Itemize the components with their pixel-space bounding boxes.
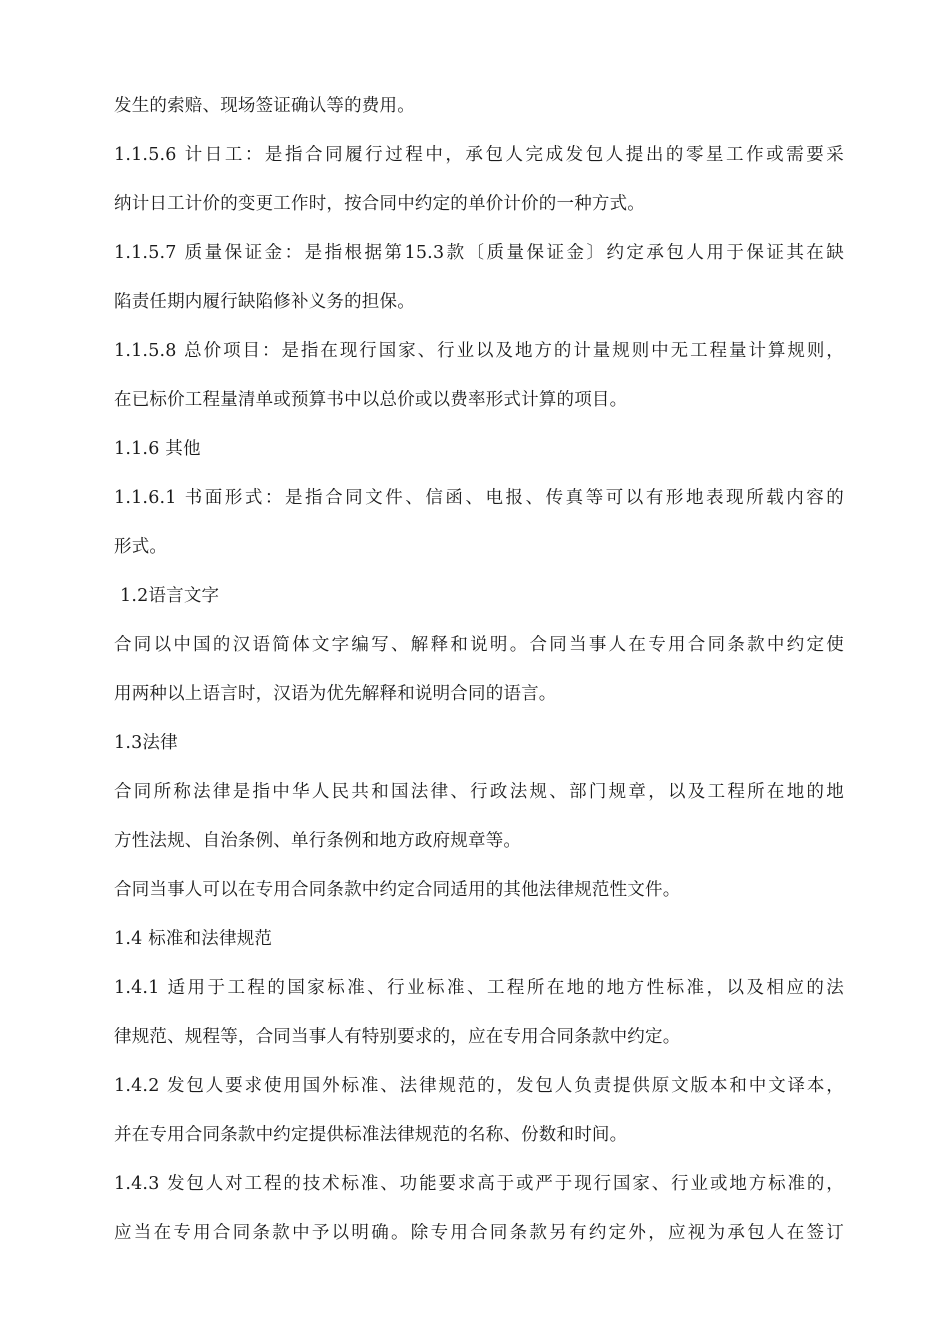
text-line: 并在专用合同条款中约定提供标准法律规范的名称、份数和时间。 — [114, 1125, 628, 1145]
text-line: 纳计日工计价的变更工作时，按合同中约定的单价计价的一种方式。 — [114, 194, 645, 214]
text-line: 合同以中国的汉语简体文字编写、解释和说明。合同当事人在专用合同条款中约定使 — [114, 635, 844, 655]
text-line: 1.4.3 发包人对工程的技术标准、功能要求高于或严于现行国家、行业或地方标准的， — [114, 1174, 844, 1194]
section-heading: 1.1.6 其他 — [114, 439, 201, 459]
text-line: 陷责任期内履行缺陷修补义务的担保。 — [114, 292, 415, 312]
section-heading: 1.3法律 — [114, 733, 178, 753]
text-line: 形式。 — [114, 537, 168, 557]
section-heading: 1.4 标准和法律规范 — [114, 929, 273, 949]
document-body — [114, 96, 844, 1272]
text-line: 1.4.1 适用于工程的国家标准、行业标准、工程所在地的地方性标准，以及相应的法 — [114, 978, 844, 998]
text-line: 方性法规、自治条例、单行条例和地方政府规章等。 — [114, 831, 522, 851]
text-line: 合同当事人可以在专用合同条款中约定合同适用的其他法律规范性文件。 — [114, 880, 681, 900]
text-line: 合同所称法律是指中华人民共和国法律、行政法规、部门规章，以及工程所在地的地 — [114, 782, 844, 802]
text-line: 在已标价工程量清单或预算书中以总价或以费率形式计算的项目。 — [114, 390, 628, 410]
text-line: 发生的索赔、现场签证确认等的费用。 — [114, 96, 415, 116]
text-line: 用两种以上语言时，汉语为优先解释和说明合同的语言。 — [114, 684, 557, 704]
section-heading: 1.2语言文字 — [120, 586, 220, 606]
text-line: 1.1.5.8 总价项目：是指在现行国家、行业以及地方的计量规则中无工程量计算规则， — [114, 341, 844, 361]
text-line: 应当在专用合同条款中予以明确。除专用合同条款另有约定外，应视为承包人在签订 — [114, 1223, 844, 1243]
text-line: 1.4.2 发包人要求使用国外标准、法律规范的，发包人负责提供原文版本和中文译本， — [114, 1076, 844, 1096]
text-line: 1.1.5.7 质量保证金：是指根据第15.3款〔质量保证金〕约定承包人用于保证其在缺 — [114, 243, 844, 263]
text-line: 1.1.6.1 书面形式：是指合同文件、信函、电报、传真等可以有形地表现所载内容的 — [114, 488, 844, 508]
text-line: 1.1.5.6 计日工：是指合同履行过程中，承包人完成发包人提出的零星工作或需要采 — [114, 145, 844, 165]
text-line: 律规范、规程等，合同当事人有特别要求的，应在专用合同条款中约定。 — [114, 1027, 681, 1047]
